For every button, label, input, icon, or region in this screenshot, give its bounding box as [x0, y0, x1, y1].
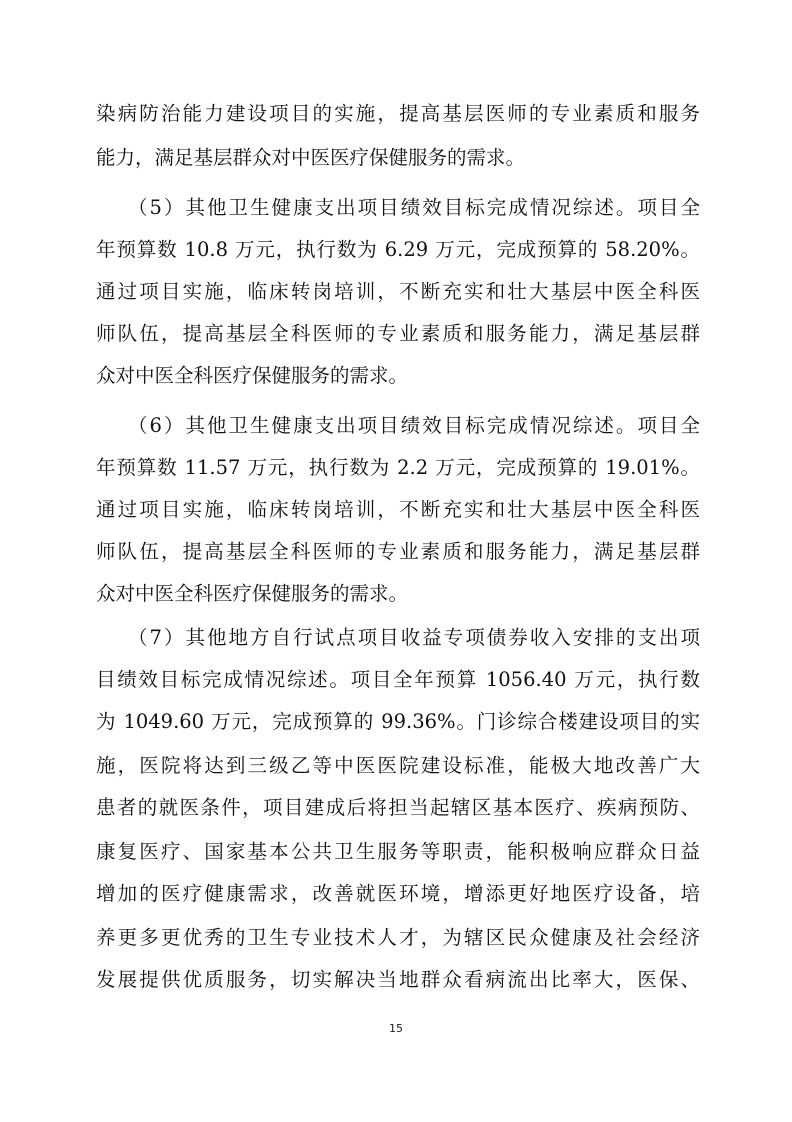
text-line-14: 目绩效目标完成情况综述。项目全年预算 1056.40 万元，执行数: [96, 668, 700, 691]
text-line-21: 发展提供优质服务，切实解决当地群众看病流出比率大，医保、: [96, 968, 700, 991]
page-number: 15: [389, 1022, 403, 1035]
text-line-10: 通过项目实施，临床转岗培训，不断充实和壮大基层中医全科医: [96, 498, 700, 521]
text-line-9: 年预算数 11.57 万元，执行数为 2.2 万元，完成预算的 19.01%。: [96, 456, 700, 479]
text-line-6: 师队伍，提高基层全科医师的专业素质和服务能力，满足基层群: [96, 322, 700, 345]
text-line-7: 众对中医全科医疗保健服务的需求。: [96, 364, 409, 387]
text-line-17: 患者的就医条件，项目建成后将担当起辖区基本医疗、疾病预防、: [96, 796, 700, 819]
text-line-20: 养更多更优秀的卫生专业技术人才，为辖区民众健康及社会经济: [96, 926, 700, 949]
text-line-2: 能力，满足基层群众对中医医疗保健服务的需求。: [96, 146, 526, 169]
text-line-4: 年预算数 10.8 万元，执行数为 6.29 万元，完成预算的 58.20%。: [96, 238, 700, 261]
text-line-12: 众对中医全科医疗保健服务的需求。: [96, 582, 409, 605]
text-line-8: （6）其他卫生健康支出项目绩效目标完成情况综述。项目全: [128, 414, 700, 437]
text-line-15: 为 1049.60 万元，完成预算的 99.36%。门诊综合楼建设项目的实: [96, 710, 700, 733]
text-line-16: 施，医院将达到三级乙等中医医院建设标准，能极大地改善广大: [96, 754, 700, 777]
text-line-1: 染病防治能力建设项目的实施，提高基层医师的专业素质和服务: [96, 102, 700, 125]
text-line-19: 增加的医疗健康需求，改善就医环境，增添更好地医疗设备，培: [96, 882, 700, 905]
text-line-18: 康复医疗、国家基本公共卫生服务等职责，能积极响应群众日益: [96, 840, 700, 863]
text-line-13: （7）其他地方自行试点项目收益专项债券收入安排的支出项: [128, 626, 700, 649]
text-line-11: 师队伍，提高基层全科医师的专业素质和服务能力，满足基层群: [96, 540, 700, 563]
text-line-3: （5）其他卫生健康支出项目绩效目标完成情况综述。项目全: [128, 196, 700, 219]
text-line-5: 通过项目实施，临床转岗培训，不断充实和壮大基层中医全科医: [96, 280, 700, 303]
